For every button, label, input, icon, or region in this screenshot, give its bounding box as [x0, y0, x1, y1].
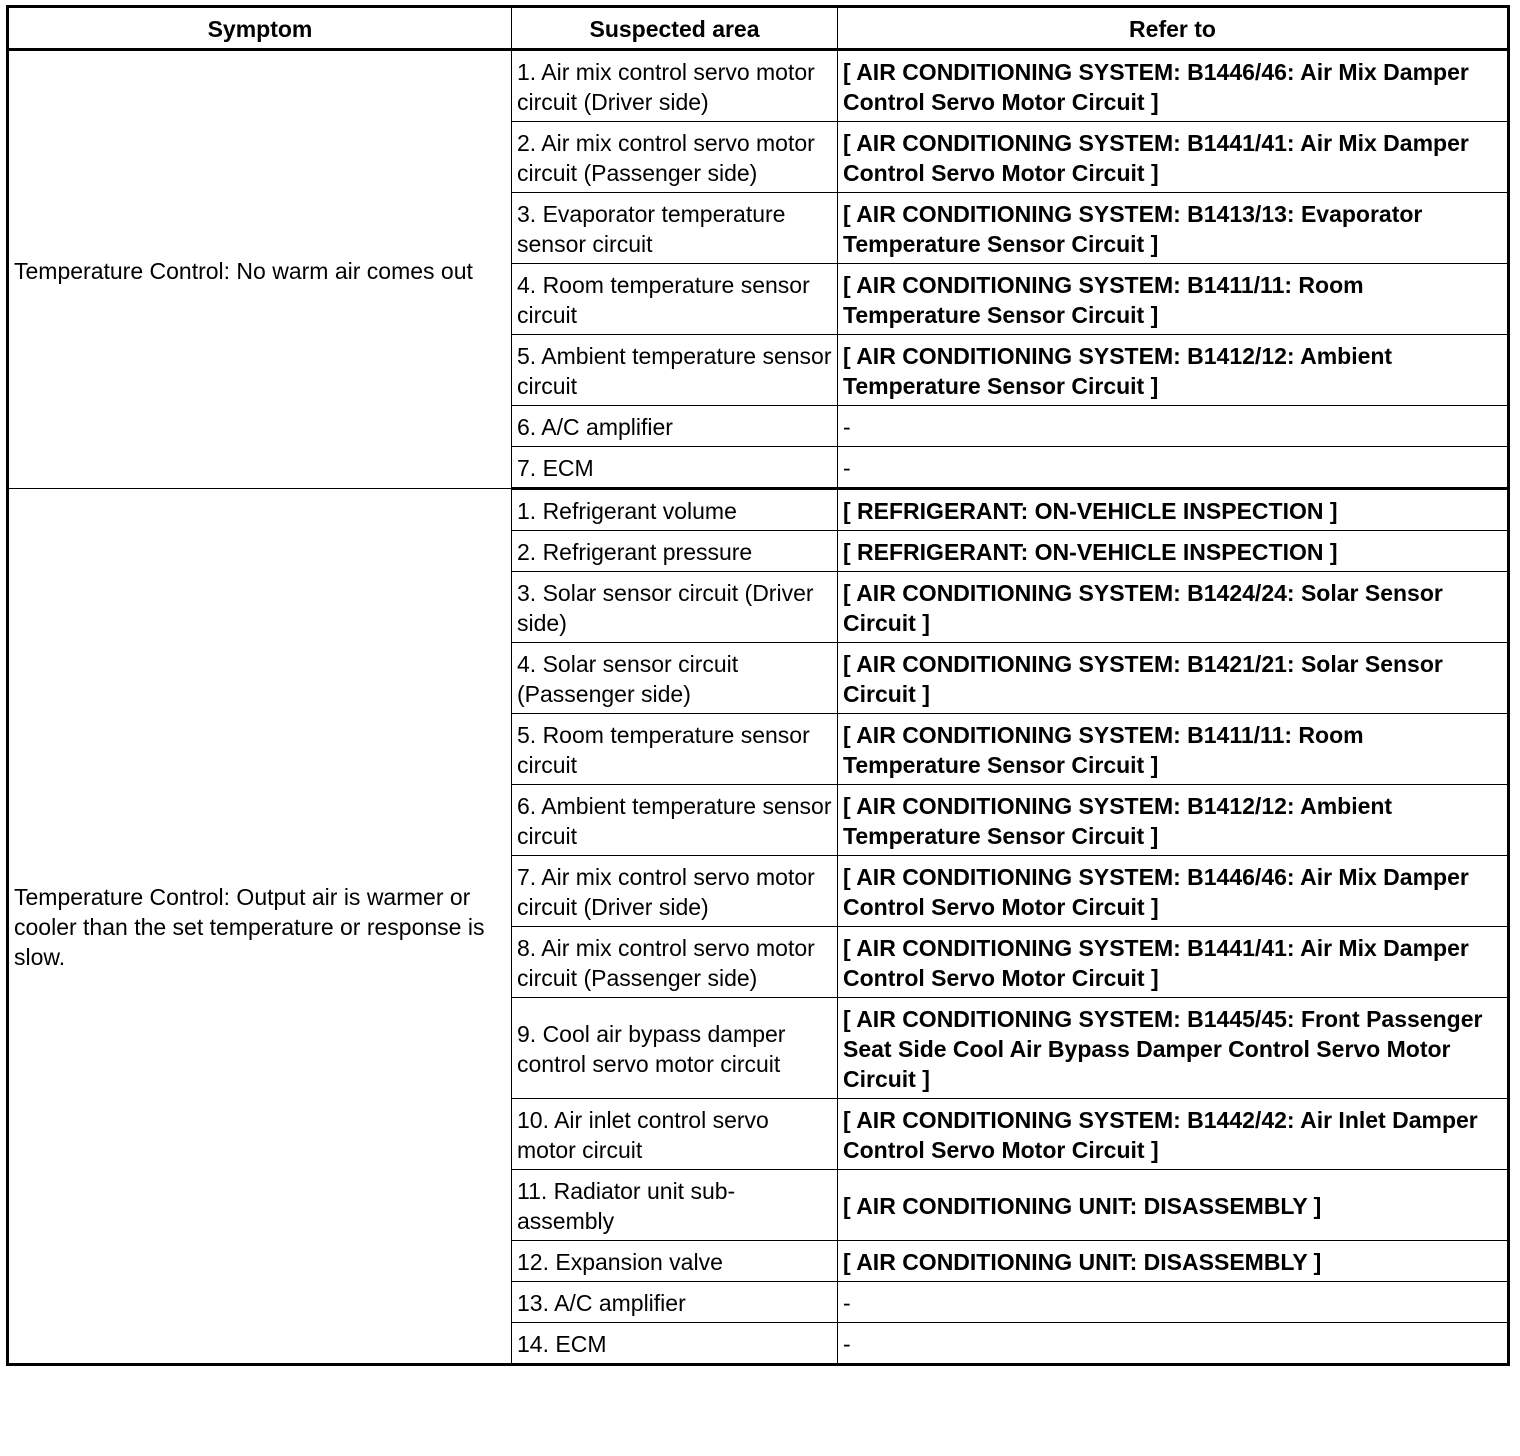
symptom-cell: Temperature Control: Output air is warmer or cooler than the set temperature or response is slow.	[8, 489, 512, 1365]
refer-to-cell: [ AIR CONDITIONING UNIT: DISASSEMBLY ]	[838, 1241, 1509, 1282]
refer-to-cell: [ REFRIGERANT: ON-VEHICLE INSPECTION ]	[838, 489, 1509, 531]
refer-to-cell: [ AIR CONDITIONING SYSTEM: B1412/12: Ambient Temperature Sensor Circuit ]	[838, 785, 1509, 856]
suspected-area-cell: 6. A/C amplifier	[512, 406, 838, 447]
refer-to-cell: [ AIR CONDITIONING SYSTEM: B1412/12: Ambient Temperature Sensor Circuit ]	[838, 335, 1509, 406]
suspected-area-cell: 4. Room temperature sensor circuit	[512, 264, 838, 335]
refer-to-cell: -	[838, 406, 1509, 447]
suspected-area-cell: 5. Room temperature sensor circuit	[512, 714, 838, 785]
refer-to-cell: [ AIR CONDITIONING SYSTEM: B1446/46: Air Mix Damper Control Servo Motor Circuit ]	[838, 856, 1509, 927]
refer-to-cell: -	[838, 1323, 1509, 1365]
refer-to-cell: -	[838, 1282, 1509, 1323]
suspected-area-cell: 4. Solar sensor circuit (Passenger side)	[512, 643, 838, 714]
refer-to-cell: -	[838, 447, 1509, 489]
suspected-area-cell: 1. Air mix control servo motor circuit (Driver side)	[512, 50, 838, 122]
refer-to-cell: [ REFRIGERANT: ON-VEHICLE INSPECTION ]	[838, 531, 1509, 572]
suspected-area-cell: 6. Ambient temperature sensor circuit	[512, 785, 838, 856]
table-row	[8, 50, 1509, 122]
refer-to-cell: [ AIR CONDITIONING SYSTEM: B1424/24: Solar Sensor Circuit ]	[838, 572, 1509, 643]
suspected-area-cell: 7. ECM	[512, 447, 838, 489]
suspected-area-cell: 9. Cool air bypass damper control servo motor circuit	[512, 998, 838, 1099]
suspected-area-cell: 5. Ambient temperature sensor circuit	[512, 335, 838, 406]
refer-to-cell: [ AIR CONDITIONING SYSTEM: B1441/41: Air Mix Damper Control Servo Motor Circuit ]	[838, 122, 1509, 193]
header-refer-to: Refer to	[838, 7, 1509, 50]
suspected-area-cell: 11. Radiator unit sub-assembly	[512, 1170, 838, 1241]
refer-to-cell: [ AIR CONDITIONING UNIT: DISASSEMBLY ]	[838, 1170, 1509, 1241]
refer-to-cell: [ AIR CONDITIONING SYSTEM: B1413/13: Evaporator Temperature Sensor Circuit ]	[838, 193, 1509, 264]
refer-to-cell: [ AIR CONDITIONING SYSTEM: B1411/11: Room Temperature Sensor Circuit ]	[838, 714, 1509, 785]
symptom-table	[6, 5, 1510, 1366]
suspected-area-cell: 1. Refrigerant volume	[512, 489, 838, 531]
troubleshooting-sheet	[6, 5, 1510, 1366]
header-suspected-area: Suspected area	[512, 7, 838, 50]
refer-to-cell: [ AIR CONDITIONING SYSTEM: B1442/42: Air Inlet Damper Control Servo Motor Circuit ]	[838, 1099, 1509, 1170]
suspected-area-cell: 10. Air inlet control servo motor circuit	[512, 1099, 838, 1170]
refer-to-cell: [ AIR CONDITIONING SYSTEM: B1411/11: Room Temperature Sensor Circuit ]	[838, 264, 1509, 335]
suspected-area-cell: 7. Air mix control servo motor circuit (Driver side)	[512, 856, 838, 927]
refer-to-cell: [ AIR CONDITIONING SYSTEM: B1445/45: Front Passenger Seat Side Cool Air Bypass Damper Control Servo Motor Circuit ]	[838, 998, 1509, 1099]
suspected-area-cell: 3. Evaporator temperature sensor circuit	[512, 193, 838, 264]
table-row	[8, 489, 1509, 531]
suspected-area-cell: 3. Solar sensor circuit (Driver side)	[512, 572, 838, 643]
suspected-area-cell: 12. Expansion valve	[512, 1241, 838, 1282]
suspected-area-cell: 2. Air mix control servo motor circuit (Passenger side)	[512, 122, 838, 193]
refer-to-cell: [ AIR CONDITIONING SYSTEM: B1441/41: Air Mix Damper Control Servo Motor Circuit ]	[838, 927, 1509, 998]
refer-to-cell: [ AIR CONDITIONING SYSTEM: B1446/46: Air Mix Damper Control Servo Motor Circuit ]	[838, 50, 1509, 122]
table-header-row	[8, 7, 1509, 50]
suspected-area-cell: 2. Refrigerant pressure	[512, 531, 838, 572]
symptom-cell: Temperature Control: No warm air comes out	[8, 50, 512, 489]
table-body	[8, 50, 1509, 1365]
suspected-area-cell: 14. ECM	[512, 1323, 838, 1365]
header-symptom: Symptom	[8, 7, 512, 50]
suspected-area-cell: 8. Air mix control servo motor circuit (Passenger side)	[512, 927, 838, 998]
refer-to-cell: [ AIR CONDITIONING SYSTEM: B1421/21: Solar Sensor Circuit ]	[838, 643, 1509, 714]
suspected-area-cell: 13. A/C amplifier	[512, 1282, 838, 1323]
